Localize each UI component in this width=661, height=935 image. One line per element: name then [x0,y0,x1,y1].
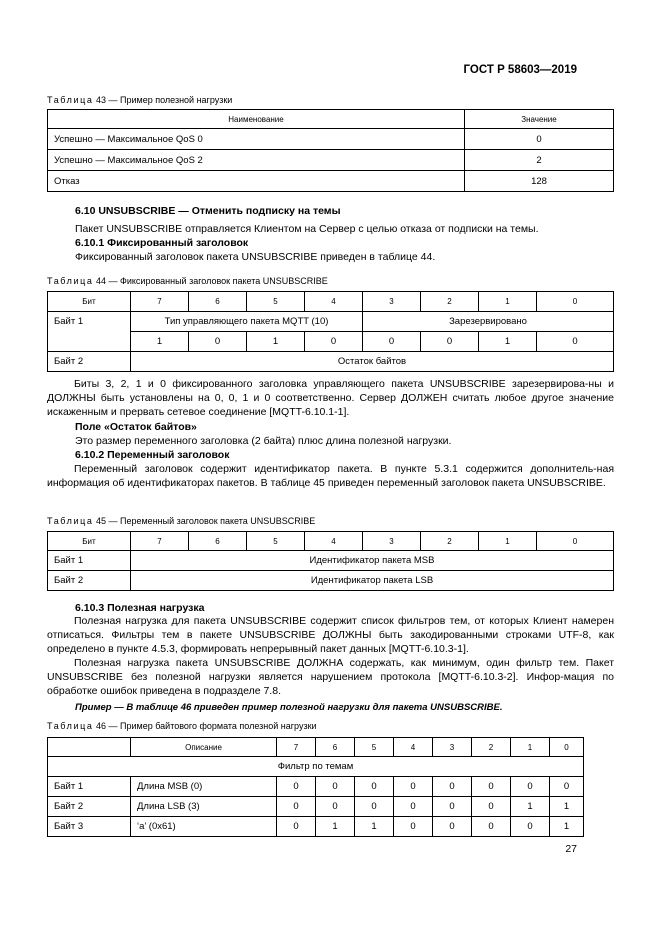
cell-bit: 0 [511,777,550,797]
table-44 [47,291,614,372]
table-row [48,171,614,192]
caption-prefix: Таблица [47,95,94,105]
cell-byte: Байт 2 [48,571,131,591]
table-row [48,312,614,332]
cell-description: Длина MSB (0) [131,777,277,797]
cell-group: Фильтр по темам [48,757,584,777]
cell-bit: 0 [421,332,479,352]
table-row [48,817,584,837]
table-row [48,150,614,171]
cell-bit: 0 [189,332,247,352]
col-header-name: Наименование [48,110,465,129]
table-row [48,129,614,150]
bit-header: 3 [433,738,472,757]
cell-bit: 0 [277,777,316,797]
table-45 [47,531,614,591]
table-45-caption [47,516,315,526]
paragraph: Полезная нагрузка пакета UNSUBSCRIBE ДОЛЖНА содержать, как минимум, один фильтр тем. Пакет UNSUBSCRIBE без полезной нагрузки является нарушением протокола [MQTT-6.10.3-2]. Инфор-мация по обработке ошибок приведена в подразделе 7.8. [47,657,614,697]
table-row [48,777,584,797]
bit-header: 3 [363,532,421,551]
bit-header: 2 [472,738,511,757]
cell-bit: 0 [316,797,355,817]
caption-prefix: Таблица [47,721,94,731]
paragraph: Переменный заголовок содержит идентификатор пакета. В пункте 5.3.1 содержится дополнитель-ная информация об идентификаторах пакетов. В таблице 45 приведен переменный заголовок пакета UNSUBSCRIBE. [47,463,614,489]
cell-bit: 0 [433,777,472,797]
cell-byte: Байт 2 [48,797,131,817]
cell-name: Успешно — Максимальное QoS 2 [48,150,465,171]
bit-header: 2 [421,292,479,312]
cell-bit: 0 [394,777,433,797]
page-number: 27 [565,843,577,855]
bit-header: 4 [305,532,363,551]
bit-header: 0 [537,292,614,312]
cell-remaining: Остаток байтов [131,352,614,372]
cell-description: ‘a’ (0x61) [131,817,277,837]
document-header: ГОСТ Р 58603—2019 [463,64,577,76]
cell-byte: Байт 1 [48,551,131,571]
paragraph: Биты 3, 2, 1 и 0 фиксированного заголовка управляющего пакета UNSUBSCRIBE зарезервирова-ны и ДОЛЖНЫ быть установлены на 0, 0, 1 и 0 соответственно. Сервер ДОЛЖЕН считать любое другое значение искаженным и прервать сетевое соединение [MQTT-6.10.1-1]. [47,378,614,418]
cell-bit: 0 [511,817,550,837]
table-46-caption [47,721,317,731]
bit-header: 6 [189,292,247,312]
cell-bit: 0 [277,797,316,817]
cell-bit: 0 [394,797,433,817]
caption-text: 45 — Переменный заголовок пакета UNSUBSCRIBE [93,516,316,526]
cell-value: 128 [465,171,614,192]
col-header-value: Значение [465,110,614,129]
cell-byte: Байт 2 [48,352,131,372]
bit-header: 0 [550,738,584,757]
paragraph: Это размер переменного заголовка (2 байта) плюс длина полезной нагрузки. [75,435,452,447]
bit-header: 1 [511,738,550,757]
cell-bit: 0 [472,817,511,837]
bit-header: 6 [316,738,355,757]
bit-header: 5 [247,532,305,551]
subsection-heading-6-10-1: 6.10.1 Фиксированный заголовок [75,237,249,249]
table-row [48,332,614,352]
caption-prefix: Таблица [47,276,94,286]
bit-header: 1 [479,532,537,551]
bit-header: 5 [355,738,394,757]
paragraph: Фиксированный заголовок пакета UNSUBSCRIBE приведен в таблице 44. [75,251,436,263]
subsection-heading-6-10-2: 6.10.2 Переменный заголовок [75,449,230,461]
cell-bit: 0 [433,817,472,837]
cell-name: Отказ [48,171,465,192]
cell-packet-type: Тип управляющего пакета MQTT (10) [131,312,363,332]
bit-header: 4 [305,292,363,312]
cell-bit: 1 [355,817,394,837]
table-row [48,757,584,777]
col-header-empty [48,738,131,757]
cell-value: 2 [465,150,614,171]
cell-bit: 0 [316,777,355,797]
bit-header: 7 [131,292,189,312]
table-row [48,797,584,817]
cell-bit: 0 [305,332,363,352]
section-heading-6-10: 6.10 UNSUBSCRIBE — Отменить подписку на темы [75,205,341,217]
bit-header: 3 [363,292,421,312]
paragraph: Полезная нагрузка для пакета UNSUBSCRIBE содержит список фильтров тем, от которых Клиент намерен отписаться. Фильтры тем в пакете UNSUBSCRIBE ДОЛЖНЫ быть закодированными строками UTF-8, как определено в пункте 4.5.3, формировать непрерывный пакет данных [MQTT-6.10.3-1]. [47,615,614,655]
cell-bit: 0 [433,797,472,817]
cell-bit: 0 [472,797,511,817]
bit-header: 1 [479,292,537,312]
bit-header: 6 [189,532,247,551]
col-header-bit: Бит [48,532,131,551]
cell-name: Успешно — Максимальное QoS 0 [48,129,465,150]
cell-bit: 0 [355,777,394,797]
cell-reserved: Зарезервировано [363,312,614,332]
cell-byte: Байт 1 [48,777,131,797]
cell-value: 0 [465,129,614,150]
caption-text: 44 — Фиксированный заголовок пакета UNSUBSCRIBE [93,276,328,286]
bit-header: 0 [537,532,614,551]
cell-bit: 1 [479,332,537,352]
col-header-description: Описание [131,738,277,757]
cell-byte: Байт 1 [48,312,131,352]
table-row [48,352,614,372]
cell-bit: 0 [277,817,316,837]
cell-bit: 0 [550,777,584,797]
cell-bit: 0 [537,332,614,352]
cell-bit: 1 [550,797,584,817]
cell-byte: Байт 3 [48,817,131,837]
bit-header: 2 [421,532,479,551]
cell-description: Идентификатор пакета MSB [131,551,614,571]
caption-text: 43 — Пример полезной нагрузки [93,95,233,105]
paragraph: Пакет UNSUBSCRIBE отправляется Клиентом на Сервер с целью отказа от подписки на темы. [75,223,539,235]
table-row [48,571,614,591]
cell-bit: 1 [316,817,355,837]
caption-prefix: Таблица [47,516,94,526]
cell-bit: 0 [472,777,511,797]
bit-header: 4 [394,738,433,757]
cell-bit: 1 [247,332,305,352]
table-43 [47,109,614,192]
table-46 [47,737,584,837]
cell-bit: 0 [394,817,433,837]
bit-header: 7 [277,738,316,757]
table-row [48,551,614,571]
bit-header: 5 [247,292,305,312]
cell-description: Идентификатор пакета LSB [131,571,614,591]
example-note: Пример — В таблице 46 приведен пример полезной нагрузки для пакета UNSUBSCRIBE. [75,702,503,713]
cell-bit: 0 [363,332,421,352]
cell-bit: 0 [355,797,394,817]
bit-header: 7 [131,532,189,551]
table-44-caption [47,276,328,286]
cell-bit: 1 [550,817,584,837]
caption-text: 46 — Пример байтового формата полезной нагрузки [93,721,317,731]
table-43-caption [47,95,232,105]
field-heading: Поле «Остаток байтов» [75,421,197,433]
cell-bit: 1 [131,332,189,352]
subsection-heading-6-10-3: 6.10.3 Полезная нагрузка [75,602,205,614]
col-header-bit: Бит [48,292,131,312]
cell-bit: 1 [511,797,550,817]
cell-description: Длина LSB (3) [131,797,277,817]
